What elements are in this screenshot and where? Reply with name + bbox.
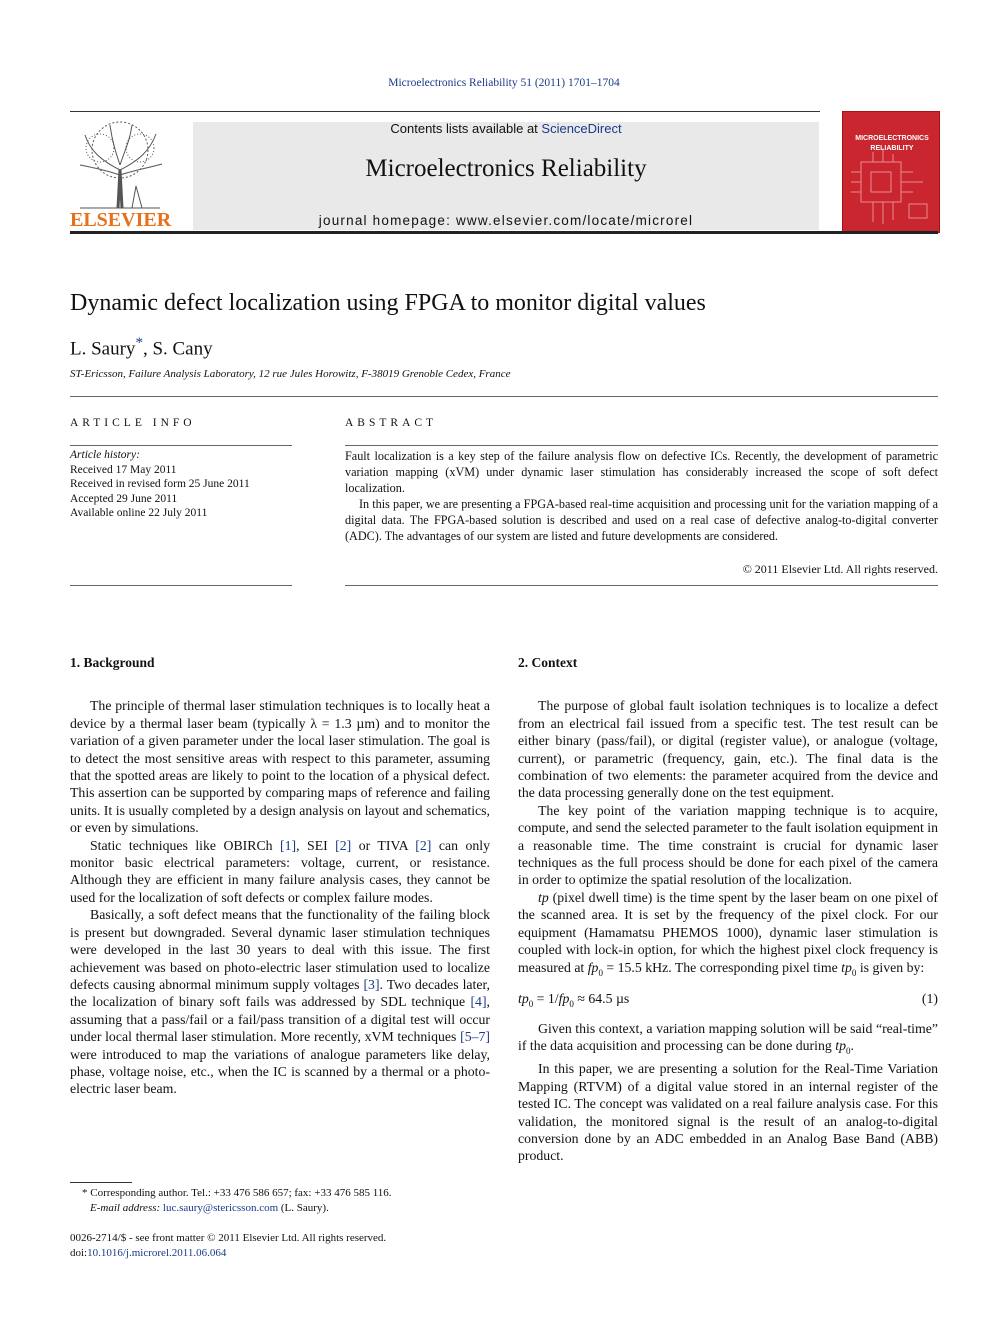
header-top-rule (70, 111, 820, 112)
history-item: Received in revised form 25 June 2011 (70, 478, 250, 490)
history-item: Received 17 May 2011 (70, 463, 177, 476)
title-divider (70, 396, 938, 397)
citation-link[interactable]: [5–7] (460, 1029, 490, 1045)
citation-link[interactable]: [2] (335, 837, 352, 853)
citation-link[interactable]: [3] (363, 976, 380, 992)
cover-circuit-graphic (843, 112, 939, 232)
cover-title-line1: MICROELECTRONICS (855, 135, 929, 142)
doi-line: doi:10.1016/j.microrel.2011.06.064 (70, 1246, 227, 1259)
copyright-notice: © 2011 Elsevier Ltd. All rights reserved. (742, 562, 938, 576)
article-info-heading: ARTICLE INFO (70, 417, 196, 429)
body-paragraph: tp (pixel dwell time) is the time spent by the laser beam on one pixel of the scanned area. It is set by the frequency of the pixel clock. For our equipment (Hamamatsu PHEMOS 1000), dynamic laser stimulation is coupled with lock-in option, for which the highest pixel clock frequency is measured at $fp_0 = 15.5$ kHz. The corresponding pixel time $tp_0$ is given by: (518, 889, 938, 978)
contents-prefix: Contents lists available at (390, 121, 542, 136)
section-heading: 2. Context (518, 655, 578, 670)
doi-link[interactable]: 10.1016/j.microrel.2011.06.064 (87, 1246, 227, 1259)
cover-title-line2: RELIABILITY (870, 145, 914, 152)
paper-title: Dynamic defect localization using FPGA to monitor digital values (70, 290, 706, 316)
footnote (70, 1186, 490, 1215)
citation-link[interactable]: [1] (280, 837, 297, 853)
journal-cover-thumbnail (842, 111, 940, 233)
footnote-rule (70, 1182, 132, 1183)
article-info-rule-bottom (70, 585, 292, 586)
body-paragraph: Static techniques like OBIRCh [1], SEI [2] or TIVA [2] can only monitor basic electrical parameters: voltage, current, or resistance. Although they are efficient in many failure analysis cases, they cannot be used for the localization of soft defects or complex failure modes. (70, 837, 490, 905)
body-paragraph: In this paper, we are presenting a solution for the Real-Time Variation Mapping (RTVM) of a digital value stored in an internal register of the tested IC. The concept was validated on a real failure analysis case. For this validation, the monitored signal is the result of an analog-to-digital conversion done by an ADC embedded in an Analog Base Band (ABB) product. (518, 1061, 938, 1164)
author-email-link[interactable]: luc.saury@stericsson.com (162, 1201, 279, 1214)
abstract-rule-top (345, 445, 938, 446)
author-name: L. Saury (70, 338, 136, 360)
email-line: E-mail address: luc.saury@stericsson.com (L. Saury). (90, 1201, 329, 1214)
corresponding-author-note: * Corresponding author. Tel.: +33 476 586 657; fax: +33 476 585 116. (82, 1187, 392, 1199)
sciencedirect-link[interactable]: ScienceDirect (541, 121, 622, 136)
journal-homepage[interactable]: journal homepage: www.elsevier.com/locate/microrel (318, 213, 694, 228)
abstract-paragraph: In this paper, we are presenting a FPGA-based real-time acquisition and processing unit for the variation mapping of a digital data. The FPGA-based solution is described and used on a real case of defective analog-to-digital converter (ADC). The advantages of our system are listed and future developments are considered. (345, 497, 938, 543)
abstract-heading: ABSTRACT (345, 417, 438, 429)
author-list (70, 334, 213, 360)
author-separator: , (142, 338, 153, 360)
journal-title: Microelectronics Reliability (365, 155, 647, 182)
corresponding-author-marker[interactable]: * (135, 335, 143, 351)
journal-reference[interactable]: Microelectronics Reliability 51 (2011) 1701–1704 (388, 77, 620, 89)
article-info-rule-top (70, 445, 292, 446)
issn-block (70, 1231, 386, 1260)
equation-1: $tp_0 = 1/fp_0 \approx 64.5$ µs (1) (518, 990, 938, 1013)
issn-line: 0026-2714/$ - see front matter © 2011 Elsevier Ltd. All rights reserved. (70, 1232, 387, 1244)
body-paragraph: Given this context, a variation mapping solution will be said “real-time” if the data acquisition and processing can be done during $tp_0$. (518, 1020, 938, 1056)
body-paragraph: The principle of thermal laser stimulation techniques is to locally heat a device by a thermal laser beam (typically λ = 1.3 µm) and to monitor the variation of a given parameter under the local laser stimulation. The goal is to detect the most sensitive areas with respect to this parameter, assuming that the spotted areas are likely to point to the location of a physical defect. This assertion can be supported by comparing maps of reference and failing units. It is usually completed by a design analysis on layout and schematics, or even by simulations. (70, 698, 490, 836)
article-history-label: Article history: (70, 449, 140, 461)
contents-line (193, 121, 819, 136)
section-heading: 1. Background (70, 655, 155, 670)
column-right (518, 654, 938, 1165)
history-item: Accepted 29 June 2011 (70, 492, 178, 505)
citation-link[interactable]: [4] (470, 994, 487, 1010)
elsevier-wordmark: ELSEVIER (70, 209, 172, 231)
article-history (70, 448, 250, 521)
body-paragraph: The key point of the variation mapping technique is to acquire, compute, and send the selected parameter to the fault isolation equipment in a reasonable time. The time constraint is crucial for dynamic laser techniques as the full process should be done for each pixel of the camera in order to optimize the spatial resolution of the localization. (518, 802, 938, 888)
abstract-paragraph: Fault localization is a key step of the failure analysis flow on defective ICs. Recently, the development of parametric variation mapping (xVM) under dynamic laser stimulation has considerably increased the scope of soft defect localization. (345, 449, 938, 495)
abstract-text (345, 448, 938, 544)
body-paragraph: Basically, a soft defect means that the functionality of the failing block is present but downgraded. Several dynamic laser stimulation techniques were developed in the last 30 years to deal with this issue. The first achievement was based on photo-electric laser stimulation used to localize defects causing abnormal minimum supply voltages [3]. Two decades later, the localization of binary soft fails was addressed by SDL technique [4], assuming that a pass/fail or a fail/pass transition of a digital test will occur under local thermal laser stimulation. More recently, xVM techniques [5–7] were introduced to map the variations of analogue parameters like delay, phase, voltage noise, etc., when the IC is scanned by a thermal or a photo-electric laser beam. (70, 907, 490, 1097)
column-left (70, 654, 490, 1098)
citation-link[interactable]: [2] (415, 837, 432, 853)
equation-number: (1) (921, 990, 938, 1006)
abstract-rule-bottom (345, 585, 938, 586)
history-item: Available online 22 July 2011 (70, 507, 208, 519)
affiliation: ST-Ericsson, Failure Analysis Laboratory, 12 rue Jules Horowitz, F-38019 Grenoble Cedex, France (70, 368, 511, 380)
header-bottom-rule (70, 231, 938, 234)
author-name: S. Cany (152, 338, 213, 360)
body-paragraph: The purpose of global fault isolation techniques is to localize a defect from an electrical fail issued from a specific test. The test result can be either binary (pass/fail), or digital (register value), or analogue (voltage, current), or parametric (frequency, gain, etc.). The final data is the combination of two elements: the parameter acquired from the device and the data processing generally done on the test equipment. (518, 698, 938, 801)
